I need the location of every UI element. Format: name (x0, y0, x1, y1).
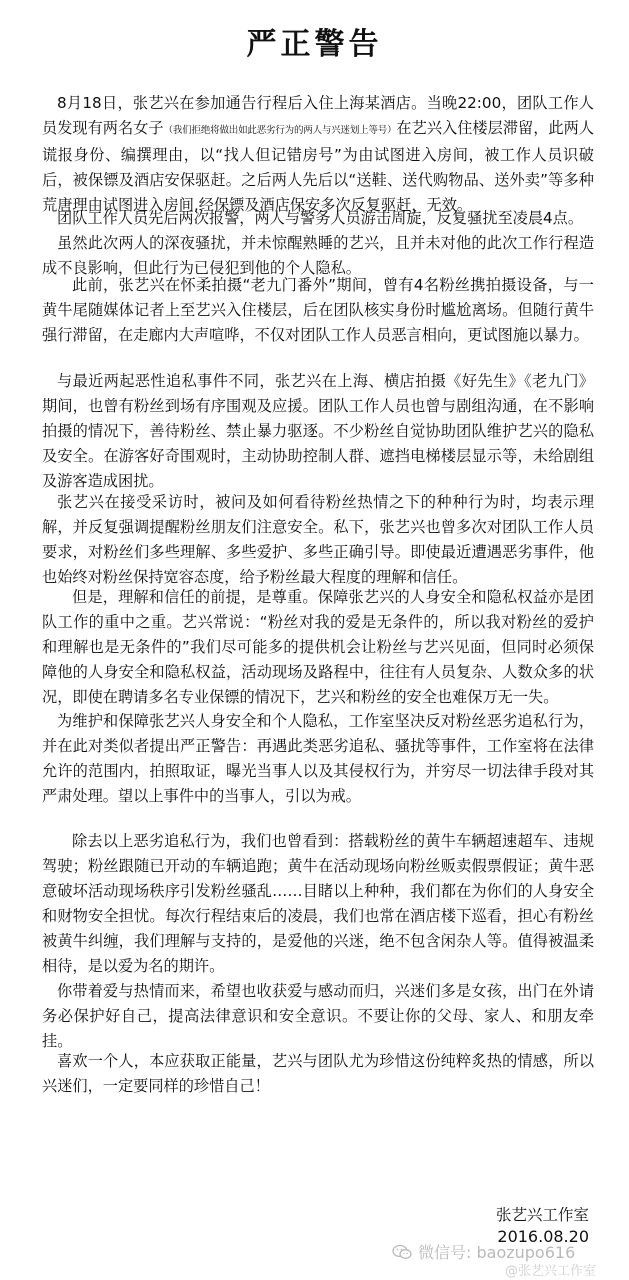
paragraph-10: 你带着爱与热情而来，希望也收获爱与感动而归，兴迷们多是女孩，出门在外请务必保护好自己，提高法律意识和安全意识。不要让你的父母、家人、和朋友牵挂。 (42, 982, 594, 1050)
paragraph-3: 虽然此次两人的深夜骚扰，并未惊醒熟睡的艺兴，且并未对他的此次工作行程造成不良影响，但此行为已侵犯到他的个人隐私。 (42, 234, 594, 277)
paragraph-7: 但是，理解和信任的前提，是尊重。保障张艺兴的人身安全和隐私权益亦是团队工作的重中之重。艺兴常说：“粉丝对我的爱是无条件的，所以我对粉丝的爱护和理解也是无条件的”我们尽可能多的提供机会让粉丝与艺兴见面，但同时必须保障他的人身安全和隐私权益，活动现场及路程中，往往有人员复杂、人数众多的状况，即使在聘请多名专业保镖的情况下，艺兴和粉丝的安全也难保万无一失。 (42, 588, 594, 706)
date: 2016.08.20 (497, 1227, 589, 1246)
wechat-watermark-text: 微信号: baozupo616 (418, 1243, 576, 1262)
paragraph-5: 与最近两起恶性追私事件不同，张艺兴在上海、横店拍摄《好先生》《老九门》期间，也曾有粉丝到场有序围观及应援。团队工作人员也曾与剧组沟通，在不影响拍摄的情况下，善待粉丝、禁止暴力驱逐。不少粉丝自觉协助团队维护艺兴的隐私及安全。在游客好奇围观时，主动协助控制人群、遮挡电梯楼层显示等，未给剧组及游客造成困扰。 (42, 372, 594, 490)
paragraph-6: 张艺兴在接受采访时，被问及如何看待粉丝热情之下的种种行为时，均表示理解，并反复强调提醒粉丝朋友们注意安全。私下，张艺兴也曾多次对团队工作人员要求，对粉丝们多些理解、多些爱护、多些正确引导。即使最近遭遇恶劣事件，他也始终对粉丝保持宽容态度，给予粉丝最大程度的理解和信任。 (42, 493, 594, 586)
paragraph-1 (42, 91, 594, 218)
paragraph-2: 团队工作人员先后两次报警，两人与警务人员游击周旋，反复骚扰至凌晨4点。 (57, 209, 584, 227)
wechat-icon (392, 1244, 412, 1260)
paragraph-8: 为维护和保障张艺兴人身安全和个人隐私，工作室坚决反对粉丝恶劣追私行为，并在此对类似者提出严正警告：再遇此类恶劣追私、骚扰等事件，工作室将在法律允许的范围内，拍照取证，曝光当事人以及其侵权行为，并穷尽一切法律手段对其严肃处理。望以上事件中的当事人，引以为戒。 (42, 712, 594, 805)
paragraph-1-text-b: 在艺兴入住楼层滞留，此两人谎报身份、编撰理由，以“找人但记错房号”为由试图进入房间，被工作人员识破后，被保镖及酒店安保驱赶。之后两人先后以“送鞋、送代购物品、送外卖”等多种荒唐理由试图进入房间,经保镖及酒店保安多次反复驱赶，无效。 (42, 119, 595, 214)
wechat-watermark (392, 1244, 575, 1262)
paragraph-4: 此前，张艺兴在怀柔拍摄“老九门番外”期间，曾有4名粉丝携拍摄设备，与一黄牛尾随媒体记者上至艺兴入住楼层，后在团队核实身份时尴尬离场。但随行黄牛强行滞留，在走廊内大声喧哗，不仅对团队工作人员恶言相向，更试图施以暴力。 (42, 276, 594, 344)
paragraph-1-text-a: 8月18日，张艺兴在参加通告行程后入住上海某酒店。当晚22:00，团队工作人员发现有两名女子 (42, 94, 594, 137)
page-title: 严正警告 (246, 27, 383, 62)
weibo-watermark: @张艺兴工作室 (505, 1264, 597, 1279)
signature: 张艺兴工作室 (495, 1206, 589, 1224)
paragraph-11: 喜欢一个人，本应获取正能量，艺兴与团队尤为珍惜这份纯粹炙热的情感，所以兴迷们，一定要同样的珍惜自己！ (42, 1052, 594, 1095)
paragraph-9: 除去以上恶劣追私行为，我们也曾看到：搭载粉丝的黄牛车辆超速超车、违规驾驶；粉丝跟随已开动的车辆追跑；黄牛在活动现场向粉丝贩卖假票假证；黄牛恶意破坏活动现场秩序引发粉丝骚乱……目睹以上种种，我们都在为你们的人身安全和财物安全担忧。每次行程结束后的凌晨，我们也常在酒店楼下巡看，担心有粉丝被黄牛纠缠，我们理解与支持的，是爱他的兴迷，绝不包含闲杂人等。值得被温柔相待，是以爱为名的期许。 (42, 832, 594, 975)
paragraph-1-note: （我们拒绝将做出如此恶劣行为的两人与兴迷划上等号） (163, 125, 397, 136)
